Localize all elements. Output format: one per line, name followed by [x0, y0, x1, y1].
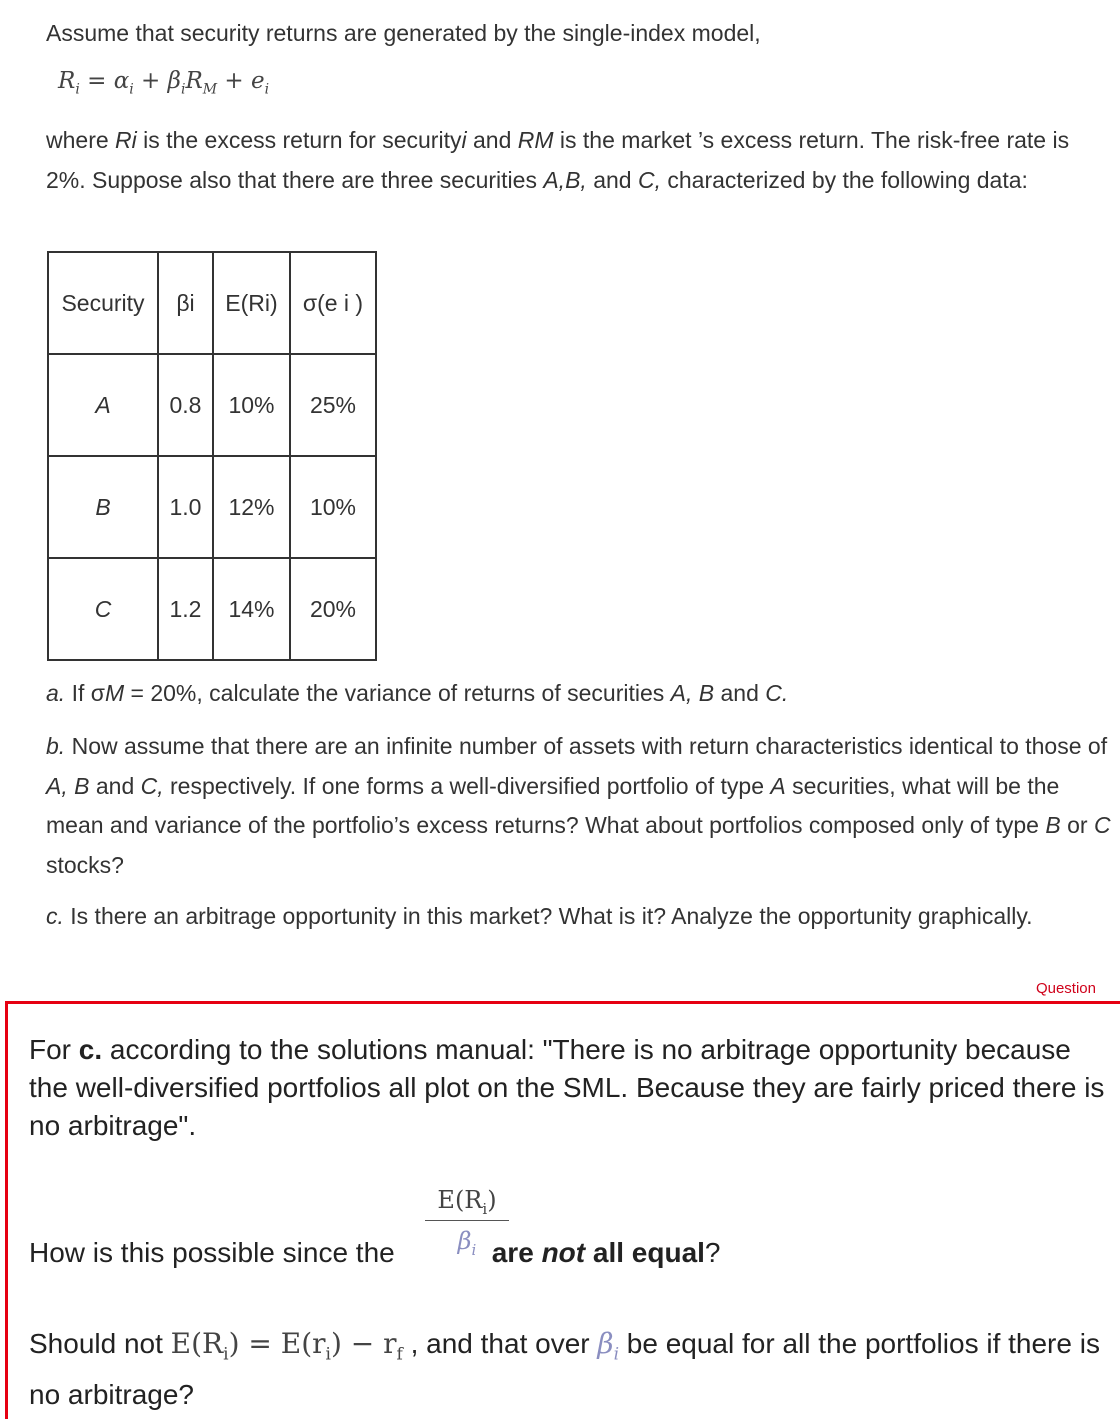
table-cell: A: [48, 354, 158, 456]
question-paragraph-1: For c. according to the solutions manual: "There is no arbitrage opportunity because the well-diversified portfolios all plot on the SML. Because they are fairly priced there is no arbitrage".: [29, 1034, 1105, 1141]
table-cell: 10%: [290, 456, 376, 558]
question-section-label: Question: [1035, 980, 1096, 997]
table-row: [48, 354, 376, 456]
table-cell: C: [48, 558, 158, 660]
fraction-denominator: $\beta_i$: [457, 1226, 477, 1259]
fraction-numerator: $E(R_i)$: [425, 1186, 509, 1221]
table-cell: 10%: [213, 354, 290, 456]
table-row: [48, 456, 376, 558]
header-beta: βi: [158, 252, 213, 354]
table-cell: 0.8: [158, 354, 213, 456]
question-c: c. Is there an arbitrage opportunity in this market? What is it? Analyze the opportunity graphically.: [46, 903, 1033, 929]
table-cell: 1.0: [158, 456, 213, 558]
table-cell: 20%: [290, 558, 376, 660]
question-a: a. If σM = 20%, calculate the variance of returns of securities A, B and C.: [46, 680, 789, 706]
question-b: b. Now assume that there are an infinite number of assets with return characteristics identical to those of A, B and C, respectively. If one forms a well-diversified portfolio of type A securities, what will be the mean and variance of the portfolio’s excess returns? What about portfolios composed only of type B or C stocks?: [46, 733, 1111, 878]
table-cell: 25%: [290, 354, 376, 456]
header-residual-sd: σ(e i ): [290, 252, 376, 354]
table-cell: B: [48, 456, 158, 558]
table-row: [48, 558, 376, 660]
securities-table: [47, 251, 377, 661]
beta-symbol: $\beta_i$: [597, 1327, 620, 1365]
table-header-row: [48, 252, 376, 354]
table-cell: 12%: [213, 456, 290, 558]
intro-text: Assume that security returns are generated by the single-index model,: [46, 20, 761, 46]
where-paragraph: where Ri is the excess return for securityi and RM is the market ’s excess return. The risk-free rate is 2%. Suppose also that there are three securities A,B, and C, characterized by the following data:: [46, 127, 1070, 193]
header-security: Security: [48, 252, 158, 354]
question-paragraph-3: Should not $E(R_i) = E(r_i) - r_f$ , and that over $\beta_i$ be equal for all the portfolios if there is no arbitrage?: [29, 1327, 1100, 1410]
header-expected-return: E(Ri): [213, 252, 290, 354]
single-index-formula: $R_i = \alpha_i + \beta_iR_M + e_i$: [58, 68, 270, 98]
table-cell: 1.2: [158, 558, 213, 660]
excess-return-equation: $E(R_i) = E(r_i) - r_f$: [170, 1327, 403, 1365]
table-cell: 14%: [213, 558, 290, 660]
question-paragraph-2: How is this possible since the are not all equal?: [29, 1237, 721, 1268]
